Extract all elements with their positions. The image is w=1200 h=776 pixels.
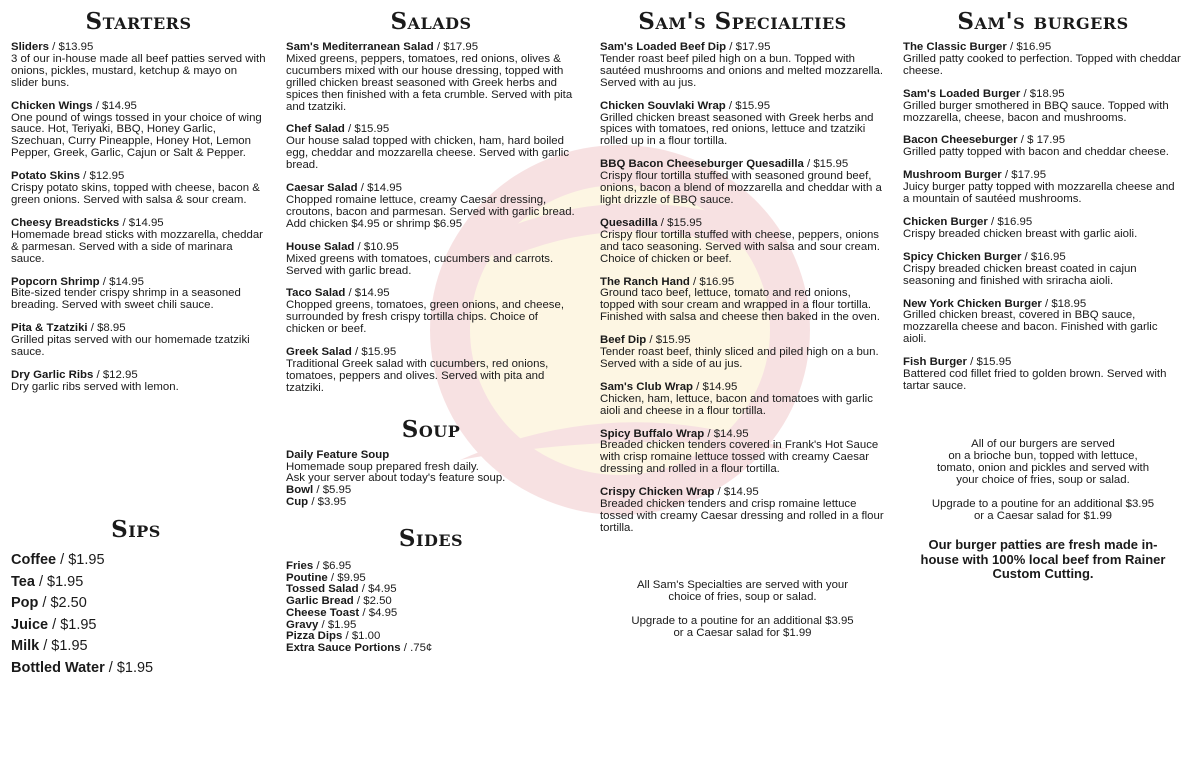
- item-price: $1.00: [351, 630, 381, 643]
- item-name: Chef Salad: [286, 123, 345, 136]
- item-price: $15.95: [813, 158, 849, 171]
- item-price: $4.95: [368, 606, 398, 619]
- item-description: Homemade bread sticks with mozzarella, cheddar & parmesan. Served with a side of marinara sauce.: [11, 228, 263, 265]
- menu-item: Pop / $2.50: [11, 595, 87, 611]
- sips-list: [11, 550, 261, 679]
- item-price: $14.95: [128, 216, 164, 229]
- item-description: Crispy potato skins, topped with cheese, bacon & green onions. Served with salsa & sour cream.: [11, 182, 260, 206]
- item-name: Pop: [11, 595, 39, 611]
- item-description: Tender roast beef piled high on a bun. Topped with sautéed mushrooms and onions and melted mozzarella. Served with au jus.: [600, 52, 884, 89]
- menu-item: Bottled Water / $1.95: [11, 659, 154, 676]
- item-description: Crispy flour tortilla stuffed with seasoned ground beef, onions, bacon a blend of mozzarella and cheddar with a light drizzle of BBQ sauce.: [600, 170, 882, 206]
- sides-section: [286, 525, 576, 655]
- item-name: Quesadilla: [600, 216, 658, 229]
- menu-item: Popcorn Shrimp / $14.95 Bite-sized tender crispy shrimp in a seasoned breading. Served with sweet chili sauce.: [11, 277, 266, 313]
- soup-name: Daily Feature Soup: [286, 449, 390, 461]
- item-name: Tossed Salad: [286, 583, 359, 596]
- item-price: $1.95: [47, 573, 84, 590]
- item-description: Grilled patty topped with bacon and cheddar cheese.: [903, 146, 1169, 159]
- item-name: The Classic Burger: [903, 41, 1007, 53]
- specialties-notes: [600, 580, 885, 640]
- menu-item: Milk / $1.95: [11, 638, 88, 654]
- menu-item: Juice / $1.95: [11, 616, 97, 633]
- item-name: BBQ Bacon Cheeseburger Quesadilla: [600, 158, 804, 171]
- menu-item: Potato Skins / $12.95 Crispy potato skins, topped with cheese, bacon & green onions. Served with salsa & sour cream.: [11, 171, 266, 207]
- starters-section: [11, 8, 266, 405]
- item-name: Milk: [11, 638, 40, 654]
- menu-item: Pita & Tzatziki / $8.95 Grilled pitas served with our homemade tzatziki sauce.: [11, 323, 266, 359]
- sides-list: [286, 561, 576, 655]
- item-name: Coffee: [11, 552, 57, 568]
- item-name: Chicken Burger: [903, 215, 988, 228]
- burgers-section: [903, 8, 1183, 404]
- item-price: $2.50: [363, 595, 392, 608]
- soup-section: [286, 416, 576, 509]
- item-description: Ground taco beef, lettuce, tomato and red onions, topped with sour cream and wrapped in a flour tortilla. Finished with salsa and cheese then baked in the oven.: [600, 287, 880, 324]
- menu-item: Caesar Salad / $14.95 Chopped romaine lettuce, creamy Caesar dressing, croutons, bacon and parmesan. Served with garlic bread. Add chicken $4.95 or shrimp $6.95: [286, 182, 575, 230]
- item-price: $16.95: [1030, 250, 1066, 263]
- item-name: Beef Dip: [600, 334, 647, 347]
- menu-item: Extra Sauce Portions / .75¢: [286, 641, 433, 654]
- item-name: Sam's Mediterranean Salad: [286, 41, 434, 53]
- item-price: $1.95: [327, 618, 357, 631]
- soup-size-cup: Cup: [286, 495, 309, 508]
- item-description: Grilled pitas served with our homemade tzatziki sauce.: [11, 334, 250, 359]
- item-name: Spicy Buffalo Wrap: [600, 427, 705, 440]
- specialties-note-upgrade: Upgrade to a poutine for an additional $3.95 or a Caesar salad for $1.99: [631, 614, 854, 639]
- menu-item: Mushroom Burger / $17.95 Juicy burger patty topped with mozzarella cheese and a mountain of sautéed mushrooms.: [903, 170, 1183, 206]
- item-price: $16.95: [1016, 41, 1052, 53]
- item-description: Grilled chicken breast, covered in BBQ sauce, mozzarella cheese and bacon. Finished with garlic aioli.: [903, 309, 1158, 346]
- item-name: Bacon Cheeseburger: [903, 134, 1018, 147]
- item-price: $14.95: [109, 275, 144, 288]
- item-price: $18.95: [1029, 87, 1065, 100]
- menu-item: Dry Garlic Ribs / $12.95 Dry garlic ribs served with lemon.: [11, 370, 266, 394]
- burgers-note-local-beef: Our burger patties are fresh made in-house with 100% local beef from Rainer Custom Cutting.: [920, 537, 1166, 582]
- specialties-section: [600, 8, 885, 546]
- item-name: Fries: [286, 560, 314, 572]
- menu-item: Sam's Mediterranean Salad / $17.95 Mixed greens, peppers, tomatoes, red onions, olives & cucumbers mixed with our house dressing, topped with grilled chicken breast seasoned with Greek herbs and spices then finished with a feta crumble. Served with pita and tzatziki.: [286, 42, 576, 113]
- item-price: $6.95: [322, 560, 352, 572]
- menu-item: New York Chicken Burger / $18.95 Grilled chicken breast, covered in BBQ sauce, mozzarella cheese and bacon. Finished with garlic aioli.: [903, 299, 1183, 347]
- item-price: $4.95: [368, 583, 397, 596]
- item-name: Juice: [11, 616, 49, 633]
- menu-item: The Classic Burger / $16.95 Grilled patty cooked to perfection. Topped with cheddar cheese.: [903, 42, 1183, 78]
- item-price: $14.95: [713, 427, 749, 440]
- item-name: Spicy Chicken Burger: [903, 250, 1022, 263]
- menu-item: Sam's Loaded Beef Dip / $17.95 Tender roast beef piled high on a bun. Topped with sautéed mushrooms and onions and melted mozzarella. Served with au jus.: [600, 41, 884, 89]
- item-name: New York Chicken Burger: [903, 297, 1042, 310]
- item-name: Mushroom Burger: [903, 169, 1002, 182]
- item-name: Poutine: [286, 571, 328, 584]
- item-price: $8.95: [97, 322, 126, 335]
- item-name: Bottled Water: [11, 659, 105, 676]
- item-name: Chicken Wings: [11, 99, 93, 112]
- item-price: $14.95: [354, 287, 390, 300]
- item-name: Tea: [11, 573, 35, 590]
- soup-line-1: Homemade soup prepared fresh daily.: [286, 460, 479, 473]
- menu-item: Bacon Cheeseburger / $ 17.95 Grilled patty topped with bacon and cheddar cheese.: [903, 135, 1183, 159]
- menu-item: Spicy Chicken Burger / $16.95 Crispy breaded chicken breast coated in cajun seasoning and finished with sriracha aioli.: [903, 252, 1183, 288]
- starters-list: [11, 42, 266, 394]
- item-price: $15.95: [735, 99, 771, 112]
- soup-size-bowl-price: $5.95: [322, 484, 352, 497]
- item-description: Chicken, ham, lettuce, bacon and tomatoes with garlic aioli and cheese in a flour tortilla.: [600, 392, 873, 417]
- item-description: One pound of wings tossed in your choice of wing sauce. Hot, Teriyaki, BBQ, Honey Garlic, Szechuan, Curry Pineapple, Honey Hot, Lemon Pepper, Greek, Garlic, Cajun or Salt & Pepper.: [11, 111, 262, 160]
- item-price: $9.95: [337, 571, 366, 584]
- soup-line-2: Ask your server about today's feature soup.: [286, 472, 506, 485]
- item-description: Crispy flour tortilla stuffed with cheese, peppers, onions and taco seasoning. Served with salsa and sour cream. Choice of chicken or beef.: [600, 228, 880, 265]
- menu-item: Sliders / $13.95 3 of our in-house made all beef patties served with onions, pickles, mustard, ketchup & mayo on slider buns.: [11, 41, 266, 89]
- menu-item: Tossed Salad / $4.95: [286, 583, 397, 596]
- menu-item: Coffee / $1.95: [11, 552, 105, 568]
- item-price: .75¢: [410, 641, 433, 654]
- salads-list: [286, 42, 576, 395]
- item-description: 3 of our in-house made all beef patties served with onions, pickles, mustard, ketchup & mayo on slider buns.: [11, 52, 266, 89]
- item-description: Chopped greens, tomatoes, green onions, and cheese, surrounded by fresh crispy tortilla chips. Choice of chicken or beef.: [286, 299, 564, 336]
- item-description: Crispy breaded chicken breast with garlic aioli.: [903, 227, 1138, 240]
- specialties-heading: Sam's Specialties: [638, 8, 847, 35]
- item-price: $2.50: [50, 595, 87, 611]
- item-name: Dry Garlic Ribs: [11, 368, 94, 381]
- item-name: Extra Sauce Portions: [286, 641, 401, 654]
- item-price: $ 17.95: [1027, 134, 1066, 147]
- item-description: Grilled burger smothered in BBQ sauce. Topped with mozzarella, cheese, bacon and mushrooms.: [903, 99, 1169, 124]
- item-name: Caesar Salad: [286, 182, 358, 195]
- menu-item: Sam's Club Wrap / $14.95 Chicken, ham, lettuce, bacon and tomatoes with garlic aioli and cheese in a flour tortilla.: [600, 382, 885, 418]
- item-price: $14.95: [102, 99, 137, 112]
- item-price: $12.95: [102, 368, 138, 381]
- menu-item: House Salad / $10.95 Mixed greens with tomatoes, cucumbers and carrots. Served with garlic bread.: [286, 242, 576, 278]
- item-name: Taco Salad: [286, 287, 346, 300]
- item-price: $10.95: [363, 240, 399, 253]
- item-price: $14.95: [367, 182, 402, 195]
- menu-item: Pizza Dips / $1.00: [286, 630, 381, 643]
- burgers-note-served: All of our burgers are served on a brioche bun, topped with lettuce, tomato, onion and pickles and served with your choice of fries, soup or salad.: [936, 438, 1150, 486]
- item-price: $17.95: [1011, 169, 1047, 182]
- item-price: $15.95: [655, 334, 691, 347]
- item-description: Crispy breaded chicken breast coated in cajun seasoning and finished with sriracha aioli.: [903, 262, 1137, 287]
- menu-item: Taco Salad / $14.95 Chopped greens, tomatoes, green onions, and cheese, surrounded by fresh crispy tortilla chips. Choice of chicken or beef.: [286, 288, 576, 336]
- menu-item: Chicken Burger / $16.95 Crispy breaded chicken breast with garlic aioli.: [903, 217, 1183, 241]
- menu-item: Cheesy Breadsticks / $14.95 Homemade bread sticks with mozzarella, cheddar & parmesan. Served with a side of marinara sauce.: [11, 218, 266, 266]
- menu-item: Greek Salad / $15.95 Traditional Greek salad with cucumbers, red onions, tomatoes, peppers and olives. Served with pita and tzatziki.: [286, 347, 576, 395]
- item-price: $16.95: [699, 275, 735, 288]
- burgers-list: [903, 42, 1183, 393]
- burgers-note-upgrade: Upgrade to a poutine for an additional $3.95 or a Caesar salad for $1.99: [931, 497, 1155, 522]
- soup-body: Daily Feature Soup Homemade soup prepared fresh daily. Ask your server about today's feature soup. Bowl / $5.95 Cup / $3.95: [286, 449, 506, 508]
- item-price: $15.95: [361, 346, 397, 359]
- item-price: $15.95: [976, 356, 1012, 369]
- item-name: Sam's Loaded Burger: [903, 87, 1021, 100]
- menu-item: Chicken Wings / $14.95 One pound of wings tossed in your choice of wing sauce. Hot, Teriyaki, BBQ, Honey Garlic, Szechuan, Curry Pineapple, Honey Hot, Lemon Pepper, Greek, Garlic, Cajun or Salt & Pepper.: [11, 101, 266, 161]
- item-name: Potato Skins: [11, 170, 80, 183]
- menu-item: Chicken Souvlaki Wrap / $15.95 Grilled chicken breast seasoned with Greek herbs and spices with tomatoes, red onions, lettuce and tzatziki rolled up in a flour tortilla.: [600, 101, 885, 149]
- menu-item: Chef Salad / $15.95 Our house salad topped with chicken, ham, hard boiled egg, cheddar and mozzarella cheese. Served with garlic bread.: [286, 124, 576, 172]
- item-name: Pita & Tzatziki: [11, 322, 88, 335]
- menu-item: Garlic Bread / $2.50: [286, 595, 392, 608]
- item-price: $15.95: [667, 216, 702, 229]
- item-description: Tender roast beef, thinly sliced and piled high on a bun. Served with a side of au jus.: [600, 346, 879, 370]
- item-description: Bite-sized tender crispy shrimp in a seasoned breading. Served with sweet chili sauce.: [11, 287, 241, 312]
- item-name: Greek Salad: [286, 346, 352, 359]
- item-price: $1.95: [60, 616, 97, 633]
- menu-item: Gravy / $1.95: [286, 618, 357, 631]
- item-name: Pizza Dips: [286, 630, 343, 643]
- item-description: Dry garlic ribs served with lemon.: [11, 380, 179, 393]
- item-description: Traditional Greek salad with cucumbers, red onions, tomatoes, peppers and olives. Served with pita and tzatziki.: [286, 357, 549, 394]
- item-description: Chopped romaine lettuce, creamy Caesar dressing, croutons, bacon and parmesan. Served with garlic bread. Add chicken $4.95 or shrimp $6.95: [286, 193, 575, 230]
- item-price: $15.95: [354, 123, 390, 136]
- specialties-list: [600, 42, 885, 535]
- item-name: Popcorn Shrimp: [11, 275, 100, 288]
- item-price: $17.95: [443, 41, 479, 53]
- soup-size-cup-price: $3.95: [317, 495, 347, 508]
- burgers-notes: [912, 439, 1174, 582]
- item-description: Mixed greens, peppers, tomatoes, red onions, olives & cucumbers mixed with our house dressing, topped with grilled chicken breast seasoned with Greek herbs and spices then finished with a feta crumble. Served with pita and tzatziki.: [286, 52, 573, 113]
- soup-heading: Soup: [401, 416, 461, 443]
- item-description: Mixed greens with tomatoes, cucumbers and carrots. Served with garlic bread.: [286, 252, 554, 277]
- item-price: $1.95: [51, 638, 88, 654]
- item-price: $16.95: [997, 215, 1033, 228]
- menu-item: Sam's Loaded Burger / $18.95 Grilled burger smothered in BBQ sauce. Topped with mozzarella, cheese, bacon and mushrooms.: [903, 89, 1183, 125]
- item-name: The Ranch Hand: [600, 275, 690, 288]
- item-price: $18.95: [1051, 297, 1087, 310]
- item-description: Our house salad topped with chicken, ham, hard boiled egg, cheddar and mozzarella cheese. Served with garlic bread.: [286, 135, 570, 172]
- item-price: $13.95: [58, 41, 94, 53]
- item-name: Cheesy Breadsticks: [11, 216, 120, 229]
- starters-heading: Starters: [85, 8, 192, 35]
- menu-item: Beef Dip / $15.95 Tender roast beef, thinly sliced and piled high on a bun. Served with a side of au jus.: [600, 335, 885, 371]
- salads-section: [286, 8, 576, 406]
- menu-item: Fries / $6.95: [286, 560, 352, 572]
- item-name: Sam's Club Wrap: [600, 380, 694, 393]
- menu-item: Spicy Buffalo Wrap / $14.95 Breaded chicken tenders covered in Frank's Hot Sauce with crisp romaine lettuce tossed with creamy Caesar dressing and rolled in a flour tortilla.: [600, 429, 885, 477]
- item-price: $14.95: [702, 380, 738, 393]
- item-description: Juicy burger patty topped with mozzarella cheese and a mountain of sautéed mushrooms.: [903, 181, 1175, 206]
- item-price: $1.95: [68, 552, 105, 568]
- item-name: Cheese Toast: [286, 606, 360, 619]
- menu-item: Fish Burger / $15.95 Battered cod fillet fried to golden brown. Served with tartar sauce.: [903, 357, 1183, 393]
- item-price: $1.95: [116, 659, 154, 676]
- item-name: House Salad: [286, 240, 355, 253]
- sips-heading: Sips: [111, 516, 161, 543]
- item-name: Garlic Bread: [286, 595, 354, 608]
- menu-item: Poutine / $9.95: [286, 571, 366, 584]
- item-name: Gravy: [286, 618, 319, 631]
- menu-item: Crispy Chicken Wrap / $14.95 Breaded chicken tenders and crisp romaine lettuce tossed with creamy Caesar dressing and rolled in a flour tortilla.: [600, 486, 884, 534]
- specialties-note-sides: All Sam's Specialties are served with your choice of fries, soup or salad.: [636, 579, 849, 603]
- item-name: Fish Burger: [903, 356, 967, 369]
- menu-item: Cheese Toast / $4.95: [286, 606, 398, 619]
- item-price: $17.95: [735, 41, 771, 53]
- item-description: Breaded chicken tenders covered in Frank's Hot Sauce with crisp romaine lettuce tossed with creamy Caesar dressing and rolled in a flour tortilla.: [600, 439, 879, 476]
- item-name: Crispy Chicken Wrap: [600, 486, 715, 499]
- soup-size-bowl: Bowl: [286, 484, 314, 497]
- item-description: Grilled chicken breast seasoned with Greek herbs and spices with tomatoes, red onions, lettuce and tzatziki rolled up in a flour tortilla.: [600, 111, 874, 148]
- salads-heading: Salads: [390, 8, 472, 35]
- burgers-heading: Sam's burgers: [957, 8, 1129, 35]
- item-description: Battered cod fillet fried to golden brown. Served with tartar sauce.: [903, 368, 1167, 392]
- item-price: $12.95: [89, 170, 125, 183]
- item-price: $14.95: [723, 486, 759, 499]
- sips-section: [11, 516, 261, 679]
- menu-item: BBQ Bacon Cheeseburger Quesadilla / $15.95 Crispy flour tortilla stuffed with seasoned ground beef, onions, bacon a blend of mozzarella and cheddar with a light drizzle of BBQ sauce.: [600, 159, 885, 207]
- menu-item: Quesadilla / $15.95 Crispy flour tortilla stuffed with cheese, peppers, onions and taco seasoning. Served with salsa and sour cream. Choice of chicken or beef.: [600, 218, 885, 266]
- item-name: Sliders: [11, 41, 49, 53]
- item-name: Chicken Souvlaki Wrap: [600, 99, 726, 112]
- menu-item: The Ranch Hand / $16.95 Ground taco beef, lettuce, tomato and red onions, topped with sour cream and wrapped in a flour tortilla. Finished with salsa and cheese then baked in the oven.: [600, 277, 885, 325]
- item-description: Breaded chicken tenders and crisp romaine lettuce tossed with creamy Caesar dressing and rolled in a flour tortilla.: [600, 498, 884, 534]
- sides-heading: Sides: [398, 525, 464, 552]
- menu-item: Tea / $1.95: [11, 573, 84, 590]
- item-name: Sam's Loaded Beef Dip: [600, 41, 727, 53]
- item-description: Grilled patty cooked to perfection. Topped with cheddar cheese.: [903, 52, 1181, 77]
